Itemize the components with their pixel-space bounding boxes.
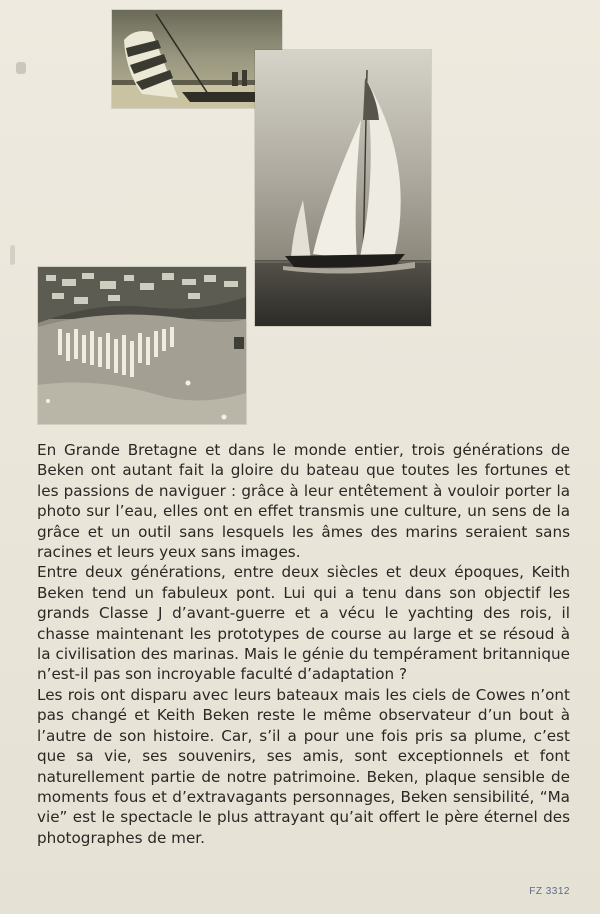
harbour-photo (38, 267, 246, 424)
paper-mark (16, 62, 26, 74)
paragraph-2: Entre deux générations, entre deux siècles et deux époques, Keith Beken tend un fabuleux pont. Lui qui a tenu dans son objectif les grands Classe J d’avant-guerre et a vécu le yachting des rois, il chasse maintenant les prototypes de course au large et se résoud à la civilisation des marinas. Mais le génie du tempérament britannique n’est-il pas son incroyable faculté d’adaptation ? (37, 563, 570, 684)
catalog-number: FZ 3312 (529, 886, 570, 897)
paragraph-1: En Grande Bretagne et dans le monde entier, trois générations de Beken ont autant fait la gloire du bateau que toutes les fortunes et les passions de naviguer : grâce à leur entêtement à vouloir porter la photo sur l’eau, elles ont en effet transmis une culture, un sens de la grâce et un outil sans lesquels les âmes des marins seraient sans racines et leurs yeux sans images. (37, 441, 570, 562)
paper-mark (10, 245, 15, 265)
cover-text (37, 440, 570, 848)
yacht-photo-image (255, 50, 431, 326)
yacht-photo (255, 50, 431, 326)
paragraph-3: Les rois ont disparu avec leurs bateaux mais les ciels de Cowes n’ont pas changé et Keith Beken reste le même observateur d’un bout à l’autre de son histoire. Car, s’il a pour une fois pris sa plume, c’est que sa vie, ses souvenirs, ses amis, sont exceptionnels et font naturellement partie de notre patrimoine. Beken, plaque sensible de moments fous et d’extravagants personnages, Beken sensibilité, “Ma vie” est le spectacle le plus attrayant qu’ait offert le père éternel des photographes de mer. (37, 685, 570, 847)
harbour-photo-image (38, 267, 246, 424)
